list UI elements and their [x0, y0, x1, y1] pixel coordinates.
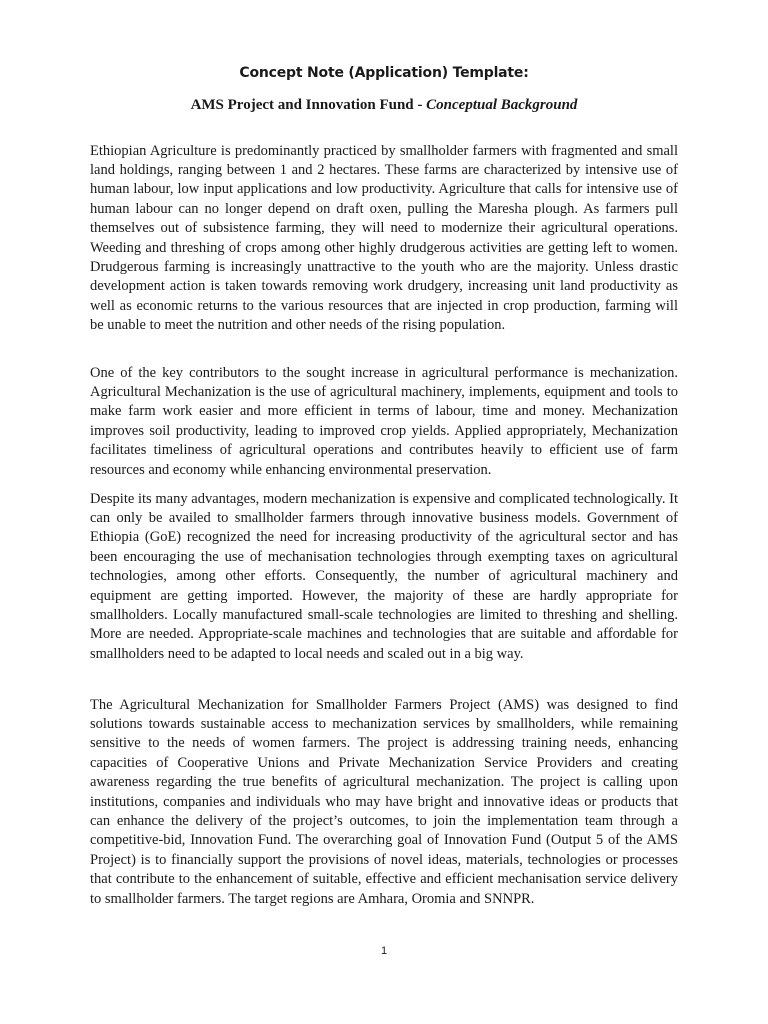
paragraph-2: One of the key contributors to the sought increase in agricultural performance is mechanization. Agricultural Mechanization is the use of agricultural machinery, implements, equipment and tools to make farm work easier and more efficient in terms of labour, time and money. Mechanization improves soil productivity, leading to improved crop yields. Applied appropriately, Mechanization facilitates timeliness of agricultural operations and contributes heavily to efficient use of farm resources and economy while enhancing environmental preservation. [90, 364, 678, 478]
document-subtitle [0, 97, 768, 114]
document-title: Concept Note (Application) Template: [239, 65, 529, 81]
paragraph-1: Ethiopian Agriculture is predominantly practiced by smallholder farmers with fragmented and small land holdings, ranging between 1 and 2 hectares. These farms are characterized by intensive use of human labour, low input applications and low productivity. Agriculture that calls for intensive use of human labour can no longer depend on draft oxen, pulling the Maresha plough. As farmers pull themselves out of subsistence farming, they will need to modernize their agricultural operations. Weeding and threshing of crops among other highly drudgerous activities are getting left to women. Drudgerous farming is increasingly unattractive to the youth who are the majority. Unless drastic development action is taken towards removing work drudgery, increasing unit land productivity as well as economic returns to the various resources that are injected in crop production, farming will be unable to meet the nutrition and other needs of the rising population. [90, 142, 678, 334]
paragraph-4: The Agricultural Mechanization for Smallholder Farmers Project (AMS) was designed to find solutions towards sustainable access to mechanization services by smallholders, while remaining sensitive to the needs of women farmers. The project is addressing training needs, enhancing capacities of Cooperative Unions and Private Mechanization Service Providers and creating awareness regarding the true benefits of agricultural mechanization. The project is calling upon institutions, companies and individuals who may have bright and innovative ideas or products that can enhance the delivery of the project’s outcomes, to join the implementation team through a competitive-bid, Innovation Fund. The overarching goal of Innovation Fund (Output 5 of the AMS Project) is to financially support the provisions of novel ideas, materials, technologies or processes that contribute to the enhancement of suitable, effective and efficient mechanisation service delivery to smallholder farmers. The target regions are Amhara, Oromia and SNNPR. [90, 696, 678, 907]
subtitle-main: AMS Project and Innovation Fund - [190, 97, 427, 113]
paragraph-3: Despite its many advantages, modern mechanization is expensive and complicated technologically. It can only be availed to smallholder farmers through innovative business models. Government of Ethiopia (GoE) recognized the need for increasing productivity of the agricultural sector and has been encouraging the use of mechanisation technologies through exempting taxes on agricultural technologies, among other efforts. Consequently, the number of agricultural machinery and equipment are getting imported. However, the majority of these are hardly appropriate for smallholders. Locally manufactured small-scale technologies are limited to threshing and shelling. More are needed. Appropriate-scale machines and technologies that are suitable and affordable for smallholders need to be adapted to local needs and scaled out in a big way. [90, 490, 678, 662]
page-number: 1 [380, 945, 388, 957]
subtitle-emphasis: Conceptual Background [426, 97, 578, 113]
